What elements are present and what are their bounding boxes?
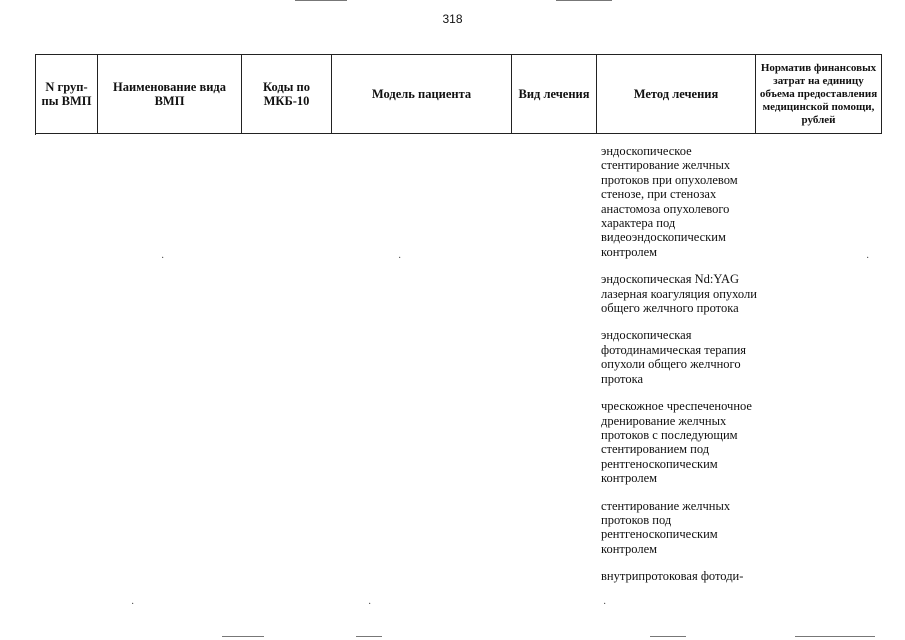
scan-edge-line [650,636,686,637]
header-treatment-method: Метод лечения [597,55,756,134]
method-item: эндоскопическое стентирование желчных протоков при опухолевом стенозе, при стенозах анастомоза опухолевого характера под видеоэндоскопическим контролем [601,144,738,259]
scan-speck: · [131,599,135,610]
scan-speck: · [603,599,607,610]
page-number: 318 [442,12,463,26]
scan-speck: · [368,599,372,610]
method-item: эндоскопическая Nd:YAG лазерная коагуляция опухоли общего желчного протока [601,272,757,316]
scan-speck: · [866,253,870,264]
scan-speck: · [161,253,165,264]
header-icd-codes: Коды по МКБ-10 [242,55,332,134]
method-item: чрескожное чреспеченочное дренирование желчных протоков с последующим стентированием под рентгеноскопическим контролем [601,399,752,486]
table-header [35,54,882,134]
treatment-method-column [601,144,761,597]
scan-speck: · [398,253,402,264]
method-item: внутрипротоковая фотоди- [601,569,744,584]
header-vmp-name: Наименование вида ВМП [98,55,242,134]
scan-edge-line [222,636,264,637]
scan-edge-line [356,636,382,637]
header-treatment-type: Вид лечения [512,55,597,134]
header-financial-norm: Норматив финансовых затрат на единицу объема предоставления медицинской помощи, рублей [756,55,882,134]
method-item: эндоскопическая фотодинамическая терапия опухоли общего желчного протока [601,328,747,386]
header-group-number: N груп-пы ВМП [36,55,98,134]
scan-edge-line [295,0,347,1]
column-divider [35,133,36,135]
header-patient-model: Модель пациента [332,55,512,134]
scan-edge-line [795,636,875,637]
method-item: стентирование желчных протоков под рентгеноскопическим контролем [601,498,731,556]
scan-edge-line [556,0,612,1]
